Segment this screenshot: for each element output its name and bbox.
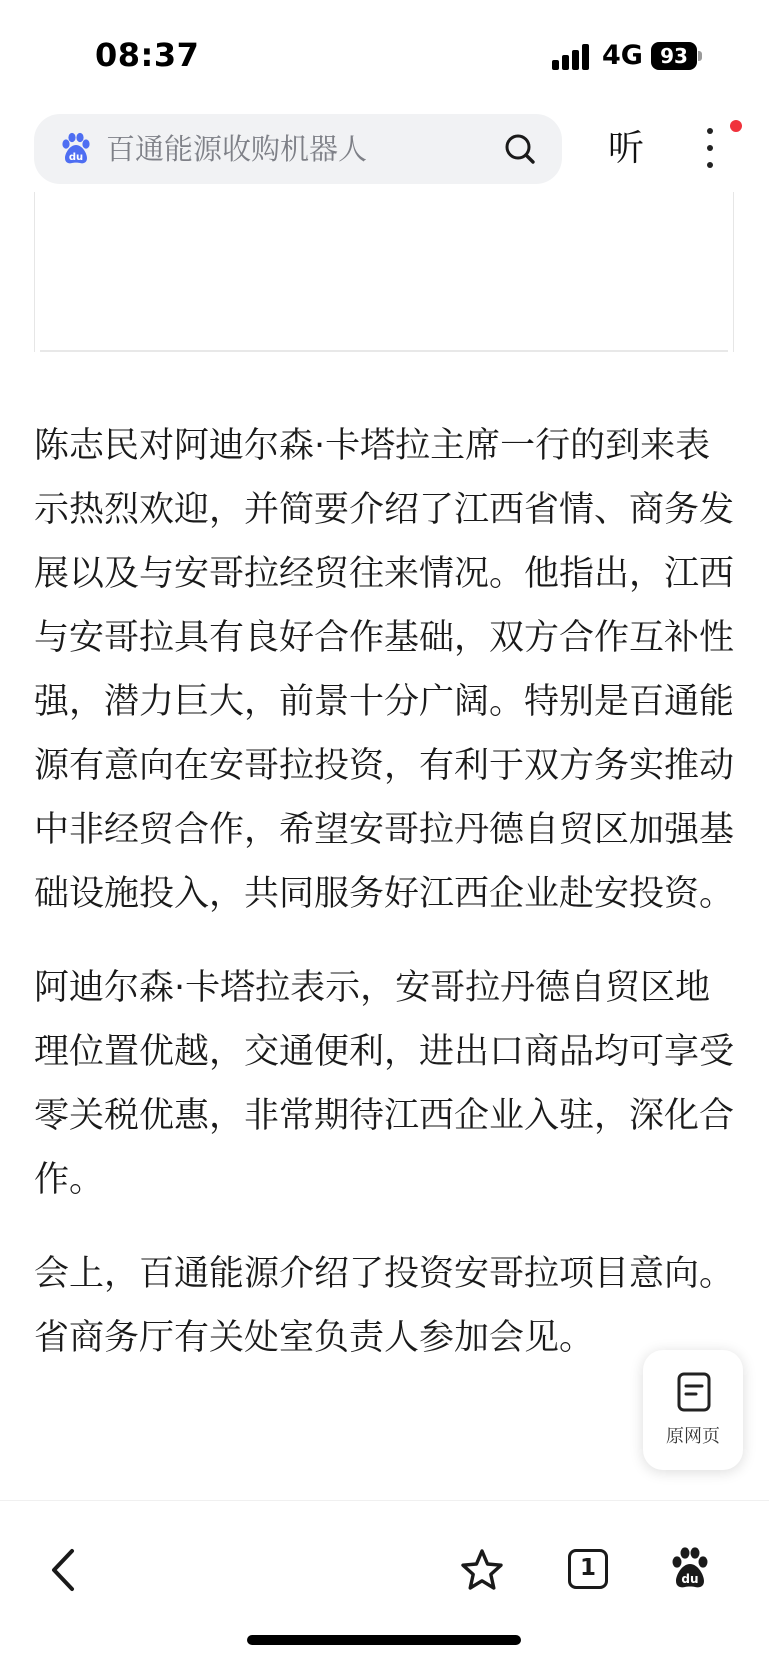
document-icon xyxy=(676,1372,712,1412)
article-paragraph: 会上，百通能源介绍了投资安哥拉项目意向。省商务厅有关处室负责人参加会见。 xyxy=(34,1254,735,1358)
cellular-signal-icon xyxy=(552,44,592,70)
more-vertical-icon[interactable] xyxy=(700,128,720,172)
back-arrow-icon[interactable] xyxy=(44,1545,84,1595)
star-icon[interactable] xyxy=(458,1547,506,1595)
embedded-media-frame xyxy=(34,192,734,352)
article-body xyxy=(34,414,734,1400)
status-time: 08:37 xyxy=(95,36,200,74)
search-input[interactable]: 百通能源收购机器人 xyxy=(106,132,368,166)
search-bar[interactable] xyxy=(34,114,562,184)
battery-level: 93 xyxy=(660,44,688,68)
network-type: 4G xyxy=(602,40,643,71)
svg-text:du: du xyxy=(681,1572,699,1586)
divider xyxy=(40,350,728,352)
baidu-paw-icon[interactable] xyxy=(668,1545,712,1593)
article-paragraph: 阿迪尔森·卡塔拉表示，安哥拉丹德自贸区地理位置优越，交通便利，进出口商品均可享受零关税优惠，非常期待江西企业入驻，深化合作。 xyxy=(34,968,735,1200)
original-page-button[interactable] xyxy=(643,1350,743,1470)
listen-button[interactable]: 听 xyxy=(608,128,645,169)
baidu-paw-icon xyxy=(58,131,94,167)
status-bar xyxy=(0,0,769,112)
notification-dot xyxy=(730,120,742,132)
tabs-button[interactable]: 1 xyxy=(568,1549,608,1589)
home-indicator[interactable] xyxy=(247,1635,521,1645)
original-page-label: 原网页 xyxy=(666,1426,720,1447)
article-paragraph: 陈志民对阿迪尔森·卡塔拉主席一行的到来表示热烈欢迎，并简要介绍了江西省情、商务发展以及与安哥拉经贸往来情况。他指出，江西与安哥拉具有良好合作基础，双方合作互补性强，潜力巨大，前景十分广阔。特别是百通能源有意向在安哥拉投资，有利于双方务实推动中非经贸合作，希望安哥拉丹德自贸区加强基础设施投入，共同服务好江西企业赴安投资。 xyxy=(34,426,735,914)
svg-text:du: du xyxy=(68,152,84,163)
search-icon[interactable] xyxy=(502,131,538,167)
battery-icon xyxy=(651,42,701,70)
